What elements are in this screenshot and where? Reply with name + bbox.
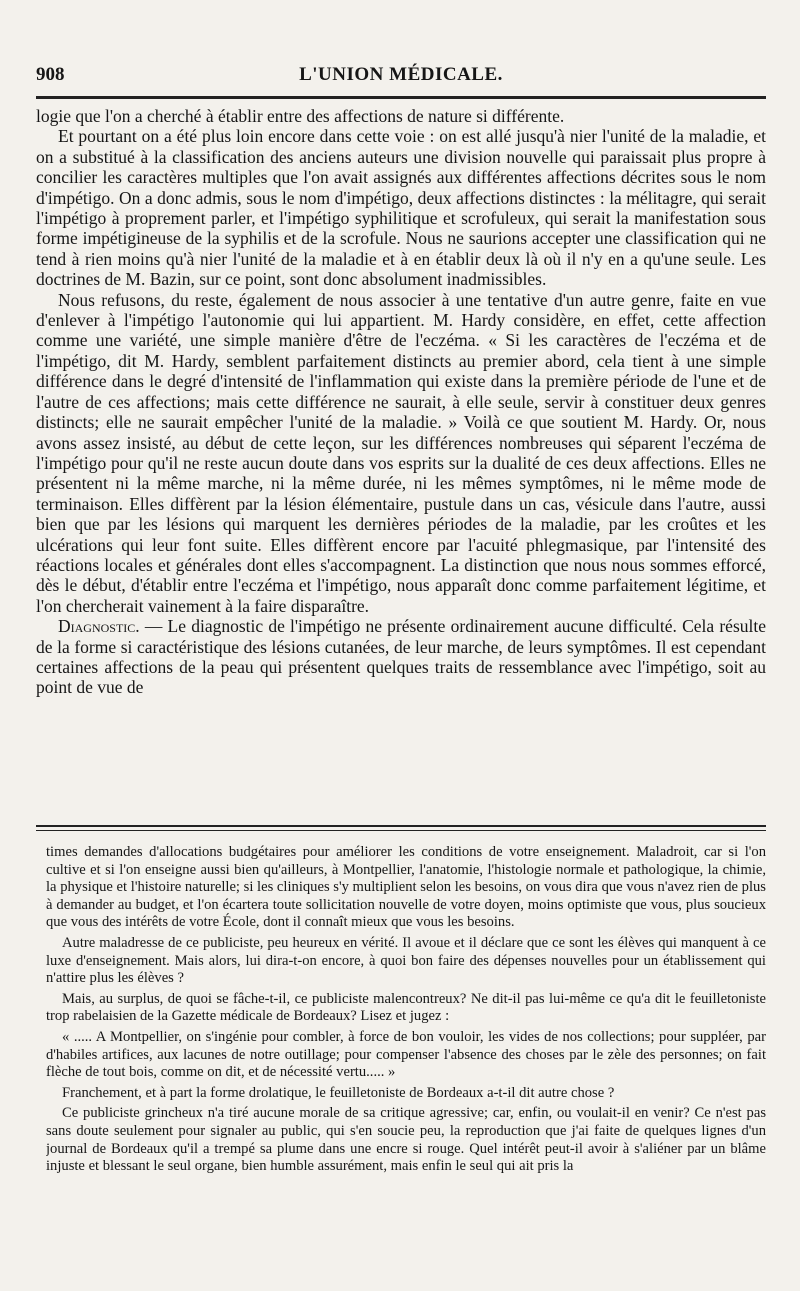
footnote-paragraph: Autre maladresse de ce publiciste, peu heureux en vérité. Il avoue et il déclare que ce sont les élèves qui manquent à ce luxe d'enseignement. Mais alors, lui dira-t-on encore, à quoi bon faire des dépenses nouvelles pour un établissement qui n'attire plus les élèves ? bbox=[46, 934, 766, 987]
footnote-paragraph: Franchement, et à part la forme drolatique, le feuilletoniste de Bordeaux a-t-il dit autre chose ? bbox=[62, 1084, 615, 1101]
footnote-paragraph: Mais, au surplus, de quoi se fâche-t-il, ce publiciste malencontreux? Ne dit-il pas lui-même ce qu'a dit le feuilletoniste trop rabelaisien de la Gazette médicale de Bordeaux? Lisez et jugez : bbox=[46, 990, 766, 1025]
header-rule bbox=[36, 96, 766, 99]
footnote-rule bbox=[36, 825, 766, 831]
section-label: Diagnostic. bbox=[58, 616, 140, 637]
page-number: 908 bbox=[36, 64, 65, 85]
main-text bbox=[36, 106, 766, 810]
running-title: L'UNION MÉDICALE. bbox=[299, 64, 503, 85]
paragraph-text: — Le diagnostic de l'impétigo ne présente ordinairement aucune difficulté. Cela résulte de la forme si caractéristique des lésions cutanées, de leur marche, de leurs symptômes. Il est cependant certaines affections de la peau qui présentent quelques traits de ressemblance avec l'impétigo, soit au point de vue de bbox=[36, 616, 766, 698]
paragraph bbox=[36, 616, 766, 698]
paragraph: Et pourtant on a été plus loin encore dans cette voie : on est allé jusqu'à nier l'unité de la maladie, et on a substitué à la classification des anciens auteurs une division nouvelle qui paraissait plus propre à concilier les caractères multiples que l'on avait assignés aux différentes affections décrites sous le nom d'impétigo. On a donc admis, sous le nom d'impétigo, deux affections distinctes : la mélitagre, qui serait l'impétigo à proprement parler, et l'impétigo syphilitique et scrofuleux, qui serait la manifestation sous forme impétigineuse de la syphilis et de la scrofule. Nous ne saurions accepter une classification qui ne tend à rien moins qu'à nier l'unité de la maladie et à en établir deux là où il n'y en a qu'une seule. Les doctrines de M. Bazin, sur ce point, sont donc absolument inadmissibles. bbox=[36, 126, 766, 290]
page-header bbox=[36, 64, 766, 90]
footnote-paragraph: times demandes d'allocations budgétaires pour améliorer les conditions de votre enseignement. Maladroit, car si l'on cultive et si l'on enseigne aussi bien qu'ailleurs, à Montpellier, l'anatomie, l'histologie normale et pathologique, la chimie, la physique et l'histoire naturelle; si les cliniques s'y multiplient selon les besoins, on vous dira que vous n'avez rien de plus à demander au budget, et l'on écartera toute sollicitation nouvelle de votre doyen, moins optimiste que vous, plus soucieux que vous des intérêts de votre École, dont il connaît mieux que vous les besoins. bbox=[46, 844, 766, 931]
footnote-text bbox=[46, 844, 766, 1284]
footnote-paragraph: Ce publiciste grincheux n'a tiré aucune morale de sa critique agressive; car, enfin, ou voulait-il en venir? Ce n'est pas sans doute seulement pour signaler au public, qui s'en soucie peu, la reproduction que j'ai faite de quelques lignes d'un journal de Bordeaux qu'il a trempé sa plume dans une encre si rouge. Quel intérêt peut-il avoir à s'aliéner par un blâme injuste et blessant le seul organe, bien humble assurément, mais enfin le seul qui ait pris la bbox=[46, 1105, 766, 1175]
paragraph: logie que l'on a cherché à établir entre des affections de nature si différente. bbox=[36, 106, 565, 126]
footnote-paragraph: « ..... A Montpellier, on s'ingénie pour combler, à force de bon vouloir, les vides de nos collections; pour suppléer, par d'habiles artifices, aux lacunes de notre outillage; pour compenser l'absence des choses par le zèle des personnes; on fait flèche de tout bois, comme on dit, et de nécessité vertu..... » bbox=[46, 1028, 766, 1081]
paragraph: Nous refusons, du reste, également de nous associer à une tentative d'un autre genre, faite en vue d'enlever à l'impétigo l'autonomie qui lui appartient. M. Hardy considère, en effet, cette affection comme une variété, une simple manière d'être de l'eczéma. « Si les caractères de l'eczéma et de l'impétigo, dit M. Hardy, semblent parfaitement distincts au premier abord, cela tient à une simple différence dans le degré d'intensité de l'inflammation qui existe dans la première période de l'une et de l'autre de ces affections; mais cette différence ne saurait, à elle seule, servir à constituer deux genres distincts; elle ne saurait empêcher l'unité de la maladie. » Voilà ce que soutient M. Hardy. Or, nous avons assez insisté, au début de cette leçon, sur les différences nombreuses qui séparent l'eczéma de l'impétigo pour qu'il ne reste aucun doute dans vos esprits sur la dualité de ces deux affections. Elles ne présentent ni la même marche, ni la même durée, ni les mêmes symptômes, ni le même mode de terminaison. Elles diffèrent par la lésion élémentaire, pustule dans un cas, vésicule dans l'autre, aussi bien que par les lésions qui marquent les dernières périodes de la maladie, par les croûtes et les ulcérations qui leur font suite. Elles diffèrent encore par l'acuité phlegmasique, par l'intensité des réactions locales et générales dont elles s'accompagnent. La distinction que nous nous sommes efforcé, dès le début, d'établir entre l'eczéma et l'impétigo, nous apparaît donc comme parfaitement légitime, et l'on chercherait vainement à la faire disparaître. bbox=[36, 289, 766, 616]
